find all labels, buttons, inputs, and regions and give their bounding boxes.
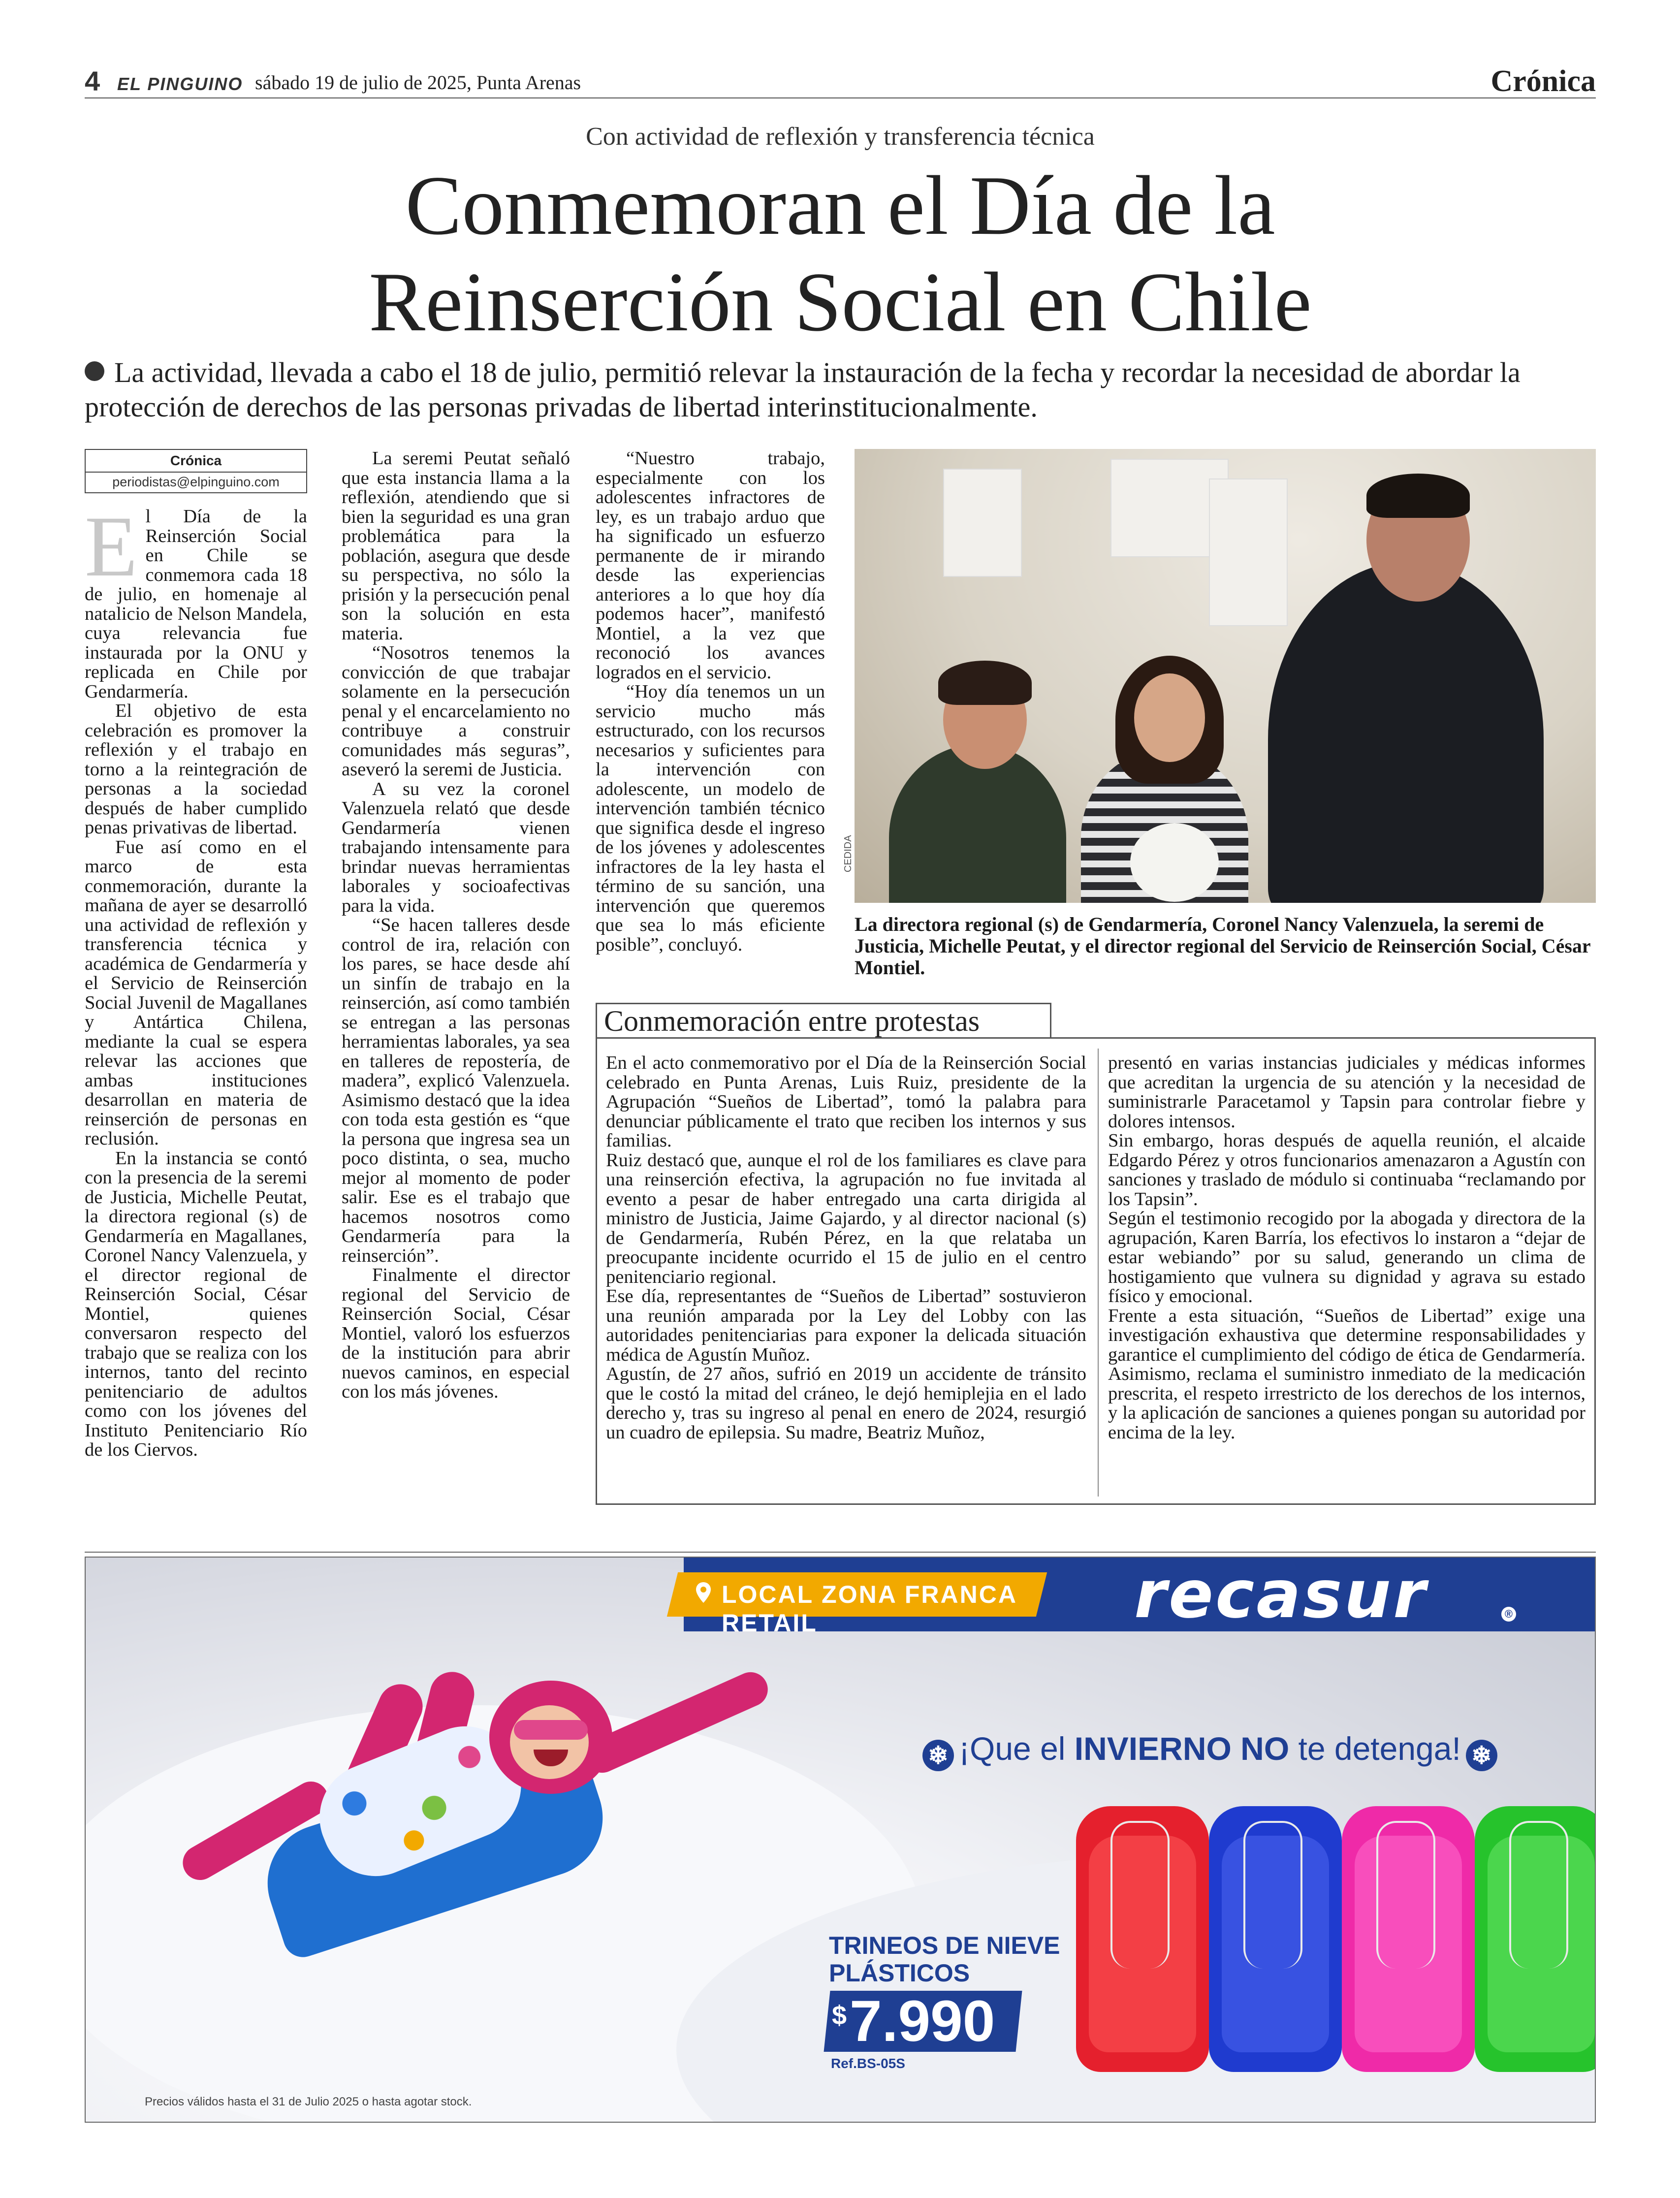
paragraph: “Nosotros tenemos la convicción de que trabajar solamente en la persecución penal y el encarcelamiento no contribuye a construir comunidades más seguras”, aseveró la seremi de Justicia. bbox=[342, 642, 570, 780]
sled-pink bbox=[1342, 1806, 1475, 2072]
price bbox=[832, 1991, 1024, 2052]
sidebar-column-2: presentó en varias instancias judiciales y médicas informes que acreditan la urgencia de su atención y la necesidad de suministrarle Paracetamol y Tapsin para controlar fiebre y dolores intensos. Sin embargo, horas después de aquella reunión, el alcaide Edgardo Pérez y otros funcionarios amenazaron a Agustín con sanciones y traslado de módulo si continuaba “reclamando por los Tapsin”. Según el testimonio recogido por la abogada y directora de la agrupación, Karen Barría, los efectivos lo instaron a “dejar de estar webiando” por su salud, generando un clima de hostigamiento que vulnera su dignidad y agrava su estado físico y emocional. Frente a esta situación, “Sueños de Libertad” exige una investigación exhaustiva que determine responsabilidades y garantice el cumplimiento del código de ética de Gendarmería. Asimismo, reclama el suministro inmediato de la medicación prescrita, el respeto irrestricto de los derechos de los internos, y la aplicación de sanciones a quienes pongan su autoridad por encima de la ley. bbox=[1108, 1052, 1585, 1443]
paragraph: Finalmente el director regional del Servicio de Reinserción Social, César Montiel, valoró los esfuerzos de la institución para abrir nuevos caminos, en especial con los más jóvenes. bbox=[342, 1265, 570, 1402]
advertisement[interactable] bbox=[85, 1557, 1596, 2123]
sled-green bbox=[1475, 1806, 1596, 2072]
newspaper-name: EL PINGUINO bbox=[117, 74, 243, 94]
headline-line-1: Conmemoran el Día de la bbox=[405, 159, 1275, 253]
ad-rule bbox=[85, 1552, 1596, 1553]
sidebar-divider bbox=[1098, 1049, 1099, 1497]
article-kicker: Con actividad de reflexión y transferencia técnica bbox=[586, 123, 1095, 151]
page-header bbox=[85, 64, 1596, 98]
bullet-icon bbox=[85, 361, 104, 381]
byline-email[interactable]: periodistas@elpinguino.com bbox=[86, 472, 306, 490]
registered-icon: ® bbox=[1501, 1607, 1516, 1622]
paragraph: Fue así como en el marco de esta conmemoración, durante la mañana de ayer se desarrolló una actividad de reflexión y transferencia técnica y académica de Gendarmería y el Servicio de Reinserción Social Juvenil de Magallanes y Antártica Chilena, mediante la cual se espera relevar las acciones que ambas instituciones desarrollan en materia de reinserción de personas en reclusión. bbox=[85, 836, 307, 1149]
article-photo bbox=[855, 449, 1596, 903]
sidebar-column-1: En el acto conmemorativo por el Día de la Reinserción Social celebrado en Punta Arenas, Luis Ruiz, presidente de la Agrupación “Sueños de Libertad”, tomó la palabra para denunciar públicamente el trato que reciben los internos y sus familias. Ruiz destacó que, aunque el rol de los familiares es clave para una reinserción efectiva, la agrupación no fue invitada al evento a pesar de haber entregado una carta dirigida al ministro de Justicia, Jaime Gajardo, y al director nacional (s) de Gendarmería, Rubén Pérez, en la que relataba un preocupante incidente ocurrido el 15 de julio en el centro penitenciario regional. Ese día, representantes de “Sueños de Libertad” sostuvieron una reunión amparada por la Ley del Lobby con las autoridades penitenciarias para exponer la delicada situación médica de Agustín Muñoz. Agustín, de 27 años, sufrió en 2019 un accidente de tránsito que le costó la mitad del cráneo, le dejó hemiplejia en el lado derecho y, tras su ingreso al penal en enero de 2024, resurgió un cuadro de epilepsia. Su madre, Beatriz Muñoz, bbox=[606, 1052, 1086, 1443]
sled-blue bbox=[1209, 1806, 1342, 2072]
price-amount: 7.990 bbox=[850, 1989, 995, 2054]
sunglasses-icon bbox=[514, 1720, 588, 1740]
drop-cap: E bbox=[85, 499, 138, 595]
byline-box bbox=[85, 449, 307, 493]
ad-slogan: ❄ ¡Que el INVIERNO NO te detenga! ❄ bbox=[918, 1730, 1596, 1771]
photo-credit: CEDIDA bbox=[843, 835, 854, 872]
article-column-2 bbox=[342, 449, 570, 1402]
paragraph: “Se hacen talleres desde control de ira, relación con los pares, se hace desde ahí un sinfín de trabajo en la reinserción, así como también se entregan a las personas herramientas laborales, ya sea en talleres de repostería, de madera”, explicó Valenzuela. Asimismo destacó que la idea con toda esta gestión es “que la persona que ingresa sea un poco distinta, o sea, mucho mejor al momento de poder salir. Ese es el trabajo que hacemos nosotros como Gendarmería para la reinserción”. bbox=[342, 915, 570, 1266]
article-dek bbox=[85, 355, 1596, 424]
section-name: Crónica bbox=[1490, 64, 1596, 98]
paragraph: El objetivo de esta celebración es promover la reflexión y el trabajo en torno a la reintegración de personas a la sociedad después de haber cumplido penas privativas de libertad. bbox=[85, 701, 307, 838]
sidebar-box bbox=[596, 1037, 1596, 1505]
snowflake-icon: ❄ bbox=[1466, 1740, 1497, 1771]
paragraph: “Hoy día tenemos un un servicio mucho más estructurado, con los recursos necesarios y suficientes para la intervención con adolescente, un modelo de intervención también técnico que significa desde el ingreso de los jóvenes y adolescentes infractores de la ley hasta el término de su sanción, una intervención que queremos que sea lo más eficiente posible”, concluyó. bbox=[596, 681, 825, 955]
price-currency: $ bbox=[832, 2001, 847, 2030]
page-number: 4 bbox=[85, 65, 100, 96]
brand-logo: recasur bbox=[1134, 1557, 1428, 1633]
paragraph: “Nuestro trabajo, especialmente con los adolescentes infractores de ley, es un trabajo arduo que ha significado un esfuerzo permanente de ir mirando desde las experiencias anteriores a lo que hoy día podemos hacer”, manifestó Montiel, a la vez que reconoció los avances logrados en el servicio. bbox=[596, 448, 825, 683]
price-validity: Precios válidos hasta el 31 de Julio 2025 o hasta agotar stock. bbox=[145, 2095, 472, 2108]
wall-notice bbox=[1209, 478, 1288, 626]
paragraph: En la instancia se contó con la presencia de la seremi de Justicia, Michelle Peutat, la directora regional (s) de Gendarmería en Magallanes, Coronel Nancy Valenzuela, y el director regional de Reinserción Social, César Montiel, quienes conversaron respecto del trabajo que se realiza con los internos, tanto del recinto penitenciario de adultos como con los jóvenes del Instituto Penitenciario Río de los Ciervos. bbox=[85, 1147, 307, 1460]
header-rule bbox=[85, 97, 1596, 98]
paragraph: El Día de la Reinserción Social en Chile se conmemora cada 18 de julio, en homenaje al natalicio de Nelson Mandela, cuya relevancia fue instaurada por la ONU y replicada en Chile por Gendarmería. bbox=[85, 499, 307, 702]
issue-date: sábado 19 de julio de 2025, Punta Arenas bbox=[255, 71, 581, 94]
article-column-3 bbox=[596, 449, 825, 955]
article-headline bbox=[85, 158, 1596, 350]
paragraph: La seremi Peutat señaló que esta instancia llama a la reflexión, atendiendo que si bien la seguridad es una gran problemática para la población, asegura que desde su perspectiva, no sólo la prisión y la persecución penal son la solución en esta materia. bbox=[342, 448, 570, 644]
person-director bbox=[1268, 562, 1544, 903]
sled-red bbox=[1076, 1806, 1209, 2072]
product-name: TRINEOS DE NIEVE PLÁSTICOS bbox=[829, 1932, 1060, 1987]
snowflake-icon: ❄ bbox=[922, 1740, 954, 1771]
sidebar-title: Conmemoración entre protestas bbox=[596, 1003, 1051, 1037]
dek-text: La actividad, llevada a cabo el 18 de julio, permitió relevar la instauración de la fecha y recordar la necesidad de abordar la protección de derechos de las personas privadas de libertad interinstitucionalmente. bbox=[85, 356, 1521, 423]
article-column-1 bbox=[85, 499, 307, 1460]
paragraph: A su vez la coronel Valenzuela relató que desde Gendarmería vienen trabajando intensamente para brindar nuevas herramientas laborales y socioafectivas para la vida. bbox=[342, 778, 570, 916]
product-ref: Ref.BS-05S bbox=[831, 2056, 905, 2071]
wall-notice bbox=[943, 469, 1022, 577]
flower-arrangement bbox=[1130, 823, 1219, 902]
location-tag-label: LOCAL ZONA FRANCA RETAIL bbox=[722, 1581, 1017, 1637]
headline-line-2: Reinserción Social en Chile bbox=[369, 255, 1312, 349]
photo-caption: La directora regional (s) de Gendarmería, Coronel Nancy Valenzuela, la seremi de Justicia, Michelle Peutat, y el director regional del Servicio de Reinserción Social, César Montiel. bbox=[855, 913, 1590, 979]
byline-section: Crónica bbox=[170, 453, 222, 468]
